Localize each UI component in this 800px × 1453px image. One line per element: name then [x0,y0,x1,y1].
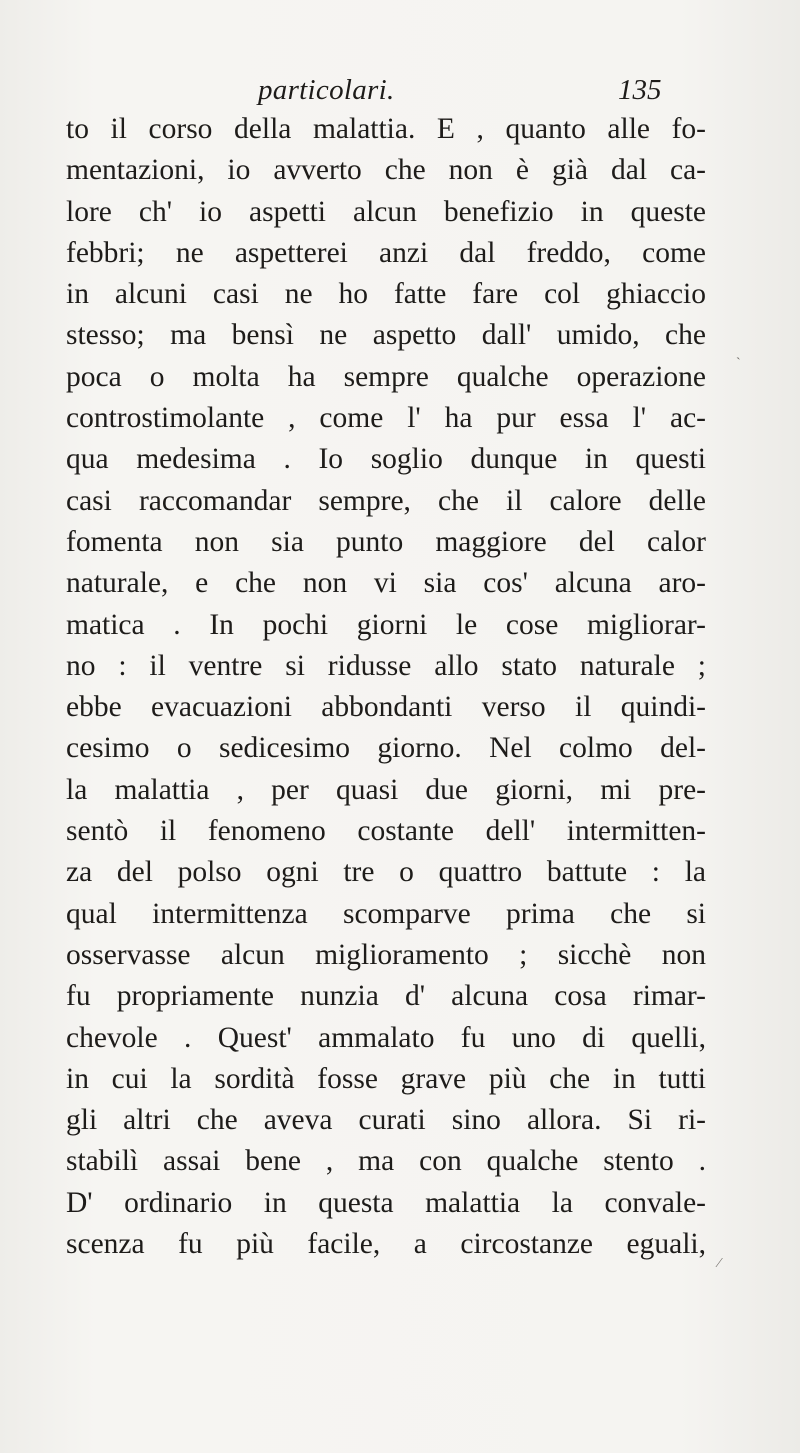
page-number: 135 [618,74,662,106]
text-line-20: qual intermittenza scomparve prima che si [66,897,706,930]
text-line-23: chevole . Quest' ammalato fu uno di quelli, [66,1021,706,1054]
text-line-6: stesso; ma bensì ne aspetto dall' umido, che [66,319,706,352]
text-line-27: D' ordinario in questa malattia la convale- [66,1186,706,1219]
text-line-10: casi raccomandar sempre, che il calore delle [66,484,706,517]
text-line-18: sentò il fenomeno costante dell' intermitten- [66,815,706,848]
text-line-21: osservasse alcun miglioramento ; sicchè non [66,938,706,971]
text-line-11: fomenta non sia punto maggiore del calor [66,525,706,558]
text-line-9: qua medesima . Io soglio dunque in questi [66,443,706,476]
text-line-5: in alcuni casi ne ho fatte fare col ghiaccio [66,278,706,311]
running-head: particolari. [258,74,395,106]
text-line-1: to il corso della malattia. E , quanto alle fo- [66,113,706,145]
text-line-19: za del polso ogni tre o quattro battute : la [66,856,706,889]
margin-tick-mark: ⁄ [718,1256,721,1271]
text-line-3: lore ch' io aspetti alcun benefizio in queste [66,195,706,228]
text-line-14: no : il ventre si ridusse allo stato naturale ; [66,649,706,682]
margin-tick-mark: ˋ [736,356,741,371]
text-line-16: cesimo o sedicesimo giorno. Nel colmo del- [66,732,706,765]
text-line-17: la malattia , per quasi due giorni, mi pre- [66,773,706,806]
text-line-2: mentazioni, io avverto che non è già dal ca- [66,154,706,187]
text-line-7: poca o molta ha sempre qualche operazione [66,360,706,393]
text-line-22: fu propriamente nunzia d' alcuna cosa rimar- [66,980,706,1013]
text-line-26: stabilì assai bene , ma con qualche stento . [66,1145,706,1178]
text-line-13: matica . In pochi giorni le cose migliorar- [66,608,706,641]
text-line-28: scenza fu più facile, a circostanze eguali, [66,1228,706,1261]
text-line-24: in cui la sordità fosse grave più che in tutti [66,1062,706,1095]
text-line-15: ebbe evacuazioni abbondanti verso il quindi- [66,691,706,724]
text-line-25: gli altri che aveva curati sino allora. Si ri- [66,1104,706,1137]
text-line-12: naturale, e che non vi sia cos' alcuna aro- [66,567,706,600]
text-line-4: febbri; ne aspetterei anzi dal freddo, come [66,236,706,269]
body-text [66,109,706,1265]
text-line-8: controstimolante , come l' ha pur essa l' ac- [66,402,706,435]
